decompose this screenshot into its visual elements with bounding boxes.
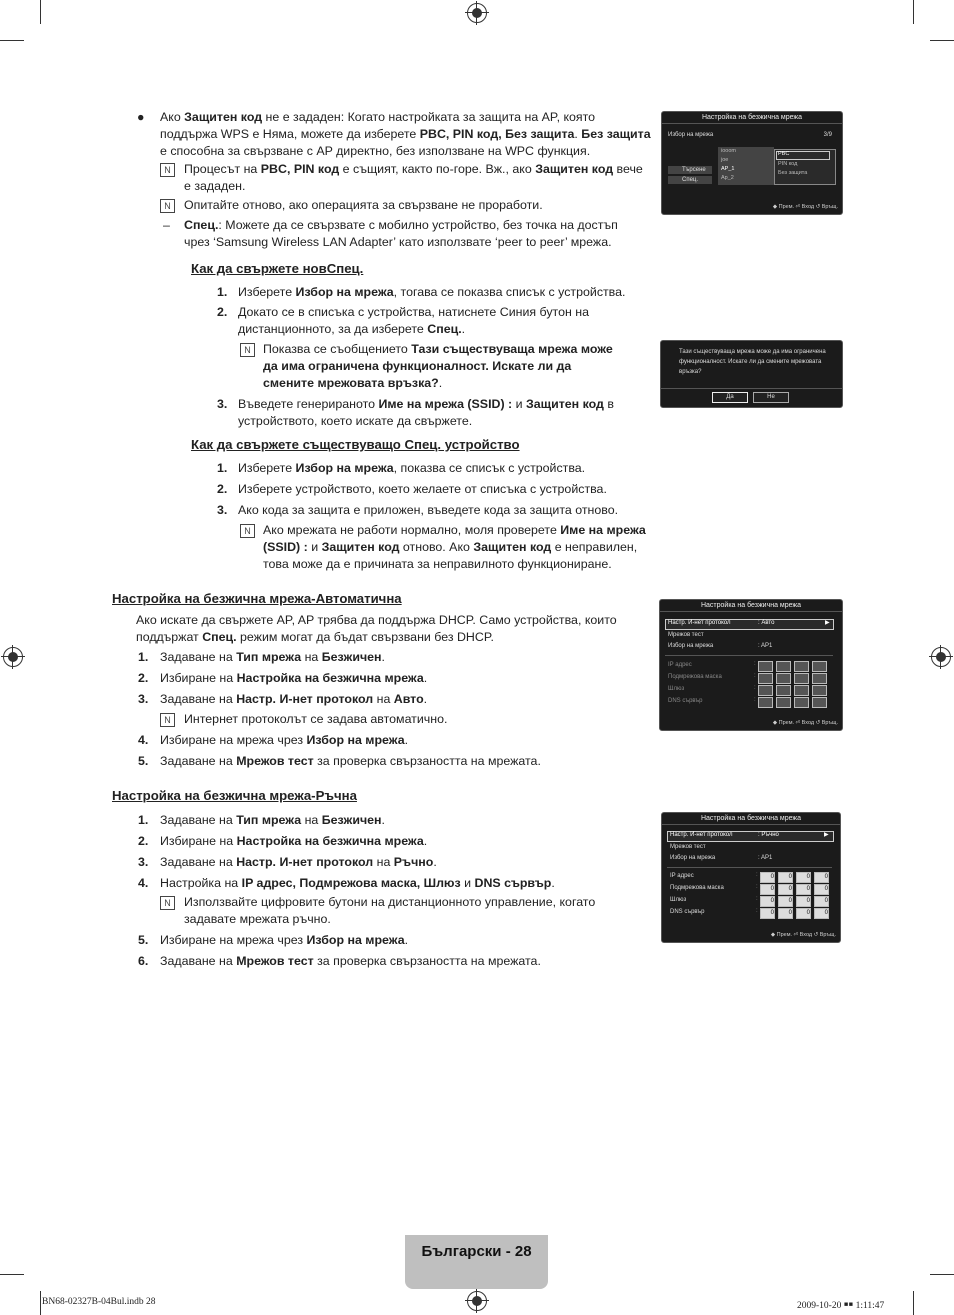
tv-ip-octet-field[interactable] <box>794 697 809 708</box>
intro-dash: Спец.: Можете да се свързвате с мобилно устройство, без точка на достъп чрез ‘Samsung Wireless LAN Adapter’ като използвате ‘peer to peer’ мрежа. <box>184 218 618 249</box>
page-number: Български - 28 <box>421 1243 532 1260</box>
tv-ip-octet-field[interactable]: 0 <box>814 872 829 883</box>
exist-step-2: Изберете устройството, което желаете от списъка с устройства. <box>238 482 607 496</box>
arrow-right-icon: ▶ <box>824 832 829 838</box>
tv-screen-auto <box>659 599 843 731</box>
manual-step-3: Задаване на Настр. И-нет протокол на Ръчно. <box>160 855 437 869</box>
tv-ip-label: DNS сървър <box>668 698 703 704</box>
tv-colon: : <box>756 884 758 890</box>
heading-auto: Настройка на безжична мрежа-Автоматична <box>112 591 402 606</box>
new-step-3: Въведете генерираното Име на мрежа (SSID) : и Защитен код в устройството, което искате да свържете. <box>238 397 614 428</box>
tv-ip-octet-field[interactable]: 0 <box>760 908 775 919</box>
tv-row-label: Мрежов тест <box>670 844 706 850</box>
tv-ip-label: Подмрежова маска <box>670 885 724 891</box>
tv-screen-confirm <box>660 340 843 408</box>
tv-ip-octet-field[interactable] <box>758 673 773 684</box>
registration-mark-icon <box>467 1291 487 1311</box>
tv-screen-manual <box>661 812 841 943</box>
tv-ip-octet-field[interactable] <box>812 661 827 672</box>
tv-colon: : <box>756 896 758 902</box>
tv-list-item: Ap_2 <box>721 175 734 181</box>
exist-step-1: Изберете Избор на мрежа, показва се списък с устройства. <box>238 461 586 475</box>
tv-row-value: : Ръчно <box>758 832 779 838</box>
tv-row-value: : AP1 <box>758 855 773 861</box>
tv-divider <box>661 388 842 389</box>
tv-row-value: : AP1 <box>758 643 773 649</box>
tv-ip-octet-field[interactable]: 0 <box>796 908 811 919</box>
auto-step-4: Избиране на мрежа чрез Избор на мрежа. <box>160 733 409 747</box>
tv-colon: : <box>756 872 758 878</box>
tv-ip-octet-field[interactable] <box>812 673 827 684</box>
tv-title: Настройка на безжична мрежа <box>660 602 842 612</box>
note-icon: N <box>160 163 175 177</box>
tv-list-item: iooom <box>721 148 736 154</box>
tv-ip-octet-field[interactable] <box>794 685 809 696</box>
tv-ip-octet-field[interactable]: 0 <box>814 884 829 895</box>
tv-ip-octet-field[interactable]: 0 <box>796 872 811 883</box>
tv-ip-octet-field[interactable]: 0 <box>778 908 793 919</box>
imprint-date: 2009-10-20 ￭￭ 1:11:47 <box>797 1301 885 1311</box>
tv-label: Избор на мрежа <box>668 132 714 138</box>
step-number: 3. <box>138 855 149 869</box>
tv-divider <box>665 655 833 656</box>
tv-ip-label: Шлюз <box>670 897 687 903</box>
tv-message: Тази съществуваща мрежа може да има ограничена функционалност. Искате ли да смените мрежовата връзка? <box>679 349 826 375</box>
registration-mark-icon <box>467 3 487 23</box>
step-number: 1. <box>138 650 149 664</box>
intro-bullet: Ако Защитен код не е зададен: Когато настройката за защита на AP, която поддържа WPS е Няма, можете да изберете PBC, PIN код, Без защита. Без защита е способна за свързване с AP директно, без използване на WPC функция. <box>160 110 651 158</box>
tv-row-label: Настр. И-нет протокол <box>670 832 733 838</box>
tv-list-item: AP_1 <box>721 166 735 172</box>
tv-ip-octet-field[interactable] <box>794 673 809 684</box>
tv-colon: : <box>754 673 756 679</box>
auto-step-3-note: Интернет протоколът се задава автоматично. <box>184 712 448 726</box>
note-icon: N <box>160 896 175 910</box>
tv-row-label: Избор на мрежа <box>668 643 714 649</box>
tv-colon: : <box>754 697 756 703</box>
exist-step-3: Ако кода за защита е приложен, въведете кода за защита отново. <box>238 503 619 517</box>
tv-option: PIN код <box>778 161 798 167</box>
step-number: 3. <box>217 397 228 411</box>
auto-step-1: Задаване на Тип мрежа на Безжичен. <box>160 650 385 664</box>
step-number: 2. <box>138 834 149 848</box>
tv-option: PBC <box>778 151 790 157</box>
manual-step-5: Избиране на мрежа чрез Избор на мрежа. <box>160 933 409 947</box>
step-number: 6. <box>138 954 149 968</box>
intro-note-1: Процесът на PBC, PIN код е същият, както по-горе. Вж., ако Защитен код вече е зададен. <box>184 162 643 193</box>
tv-ip-octet-field[interactable] <box>794 661 809 672</box>
manual-step-6: Задаване на Мрежов тест за проверка свързаността на мрежата. <box>160 954 541 968</box>
tv-colon: : <box>756 908 758 914</box>
registration-mark-icon <box>931 647 951 667</box>
tv-footer: ◆ Прем. ⏎ Вход ↺ Връщ. <box>772 204 838 210</box>
tv-left-adhoc: Спец. <box>682 177 699 183</box>
tv-ip-octet-field[interactable] <box>776 697 791 708</box>
tv-ip-label: DNS сървър <box>670 909 705 915</box>
tv-ip-octet-field[interactable]: 0 <box>778 896 793 907</box>
manual-step-1: Задаване на Тип мрежа на Безжичен. <box>160 813 385 827</box>
tv-ip-label: Подмрежова маска <box>668 674 722 680</box>
step-number: 1. <box>217 285 228 299</box>
auto-step-3: Задаване на Настр. И-нет протокол на Авто. <box>160 692 428 706</box>
tv-ip-label: Шлюз <box>668 686 685 692</box>
tv-ip-octet-field[interactable] <box>776 661 791 672</box>
crop-mark <box>40 0 41 24</box>
tv-title: Настройка на безжична мрежа <box>662 114 842 124</box>
tv-count: 3/9 <box>823 132 832 138</box>
page-number-tab <box>405 1235 548 1289</box>
new-step-1: Изберете Избор на мрежа, тогава се показва списък с устройства. <box>238 285 626 299</box>
tv-ip-octet-field[interactable] <box>758 661 773 672</box>
step-number: 4. <box>138 876 149 890</box>
exist-step-3-note: Ако мрежата не работи нормално, моля проверете Име на мрежа (SSID) : и Защитен код отново. Ако Защитен код е неправилен, това може да е причината за неправилното функциониране. <box>263 523 646 571</box>
manual-step-4-note: Използвайте цифровите бутони на дистанционното управление, когато задавате мрежата ръчно. <box>184 895 596 926</box>
step-number: 3. <box>138 692 149 706</box>
tv-ip-octet-field[interactable] <box>758 697 773 708</box>
step-number: 2. <box>217 305 228 319</box>
manual-step-4: Настройка на IP адрес, Подмрежова маска, Шлюз и DNS сървър. <box>160 876 555 890</box>
step-number: 1. <box>217 461 228 475</box>
heading-manual: Настройка на безжична мрежа-Ръчна <box>112 788 357 803</box>
tv-ip-octet-field[interactable]: 0 <box>760 896 775 907</box>
new-step-2: Докато се в списъка с устройства, натиснете Синия бутон на дистанционното, за да изберете Спец.. <box>238 305 590 336</box>
tv-footer: ◆ Прем. ⏎ Вход ↺ Връщ. <box>770 932 836 938</box>
tv-yes-button[interactable]: Да <box>712 392 748 403</box>
note-icon: N <box>160 199 175 213</box>
crop-mark <box>930 40 954 41</box>
imprint-file: BN68-02327B-04Bul.indb 28 <box>42 1297 156 1307</box>
new-step-2-note: Показва се съобщението Тази съществуваща мрежа може да има ограничена функционалност. Искате ли да смените мрежовата връзка?. <box>263 342 613 390</box>
heading-existing-adhoc: Как да свържете съществуващо Спец. устройство <box>191 437 520 452</box>
tv-option: Без защита <box>778 170 808 176</box>
tv-screen-network-select <box>661 111 843 215</box>
auto-step-5: Задаване на Мрежов тест за проверка свързаността на мрежата. <box>160 754 541 768</box>
tv-ip-octet-field[interactable] <box>812 685 827 696</box>
registration-mark-icon <box>3 647 23 667</box>
step-number: 5. <box>138 754 149 768</box>
tv-ip-octet-field[interactable]: 0 <box>778 872 793 883</box>
tv-ip-octet-field[interactable]: 0 <box>778 884 793 895</box>
heading-new-adhoc: Как да свържете новСпец. <box>191 261 364 276</box>
tv-ip-label: IP адрес <box>670 873 694 879</box>
tv-ip-octet-field[interactable]: 0 <box>796 884 811 895</box>
crop-mark <box>930 1274 954 1275</box>
tv-ip-label: IP адрес <box>668 662 692 668</box>
manual-step-2: Избиране на Настройка на безжична мрежа. <box>160 834 428 848</box>
tv-row-label: Мрежов тест <box>668 632 704 638</box>
tv-left-search: Търсене <box>682 167 706 173</box>
tv-ip-octet-field[interactable]: 0 <box>760 884 775 895</box>
tv-list-item: joe <box>721 157 729 163</box>
step-number: 3. <box>217 503 228 517</box>
crop-mark <box>913 0 914 24</box>
arrow-right-icon: ▶ <box>825 620 830 626</box>
tv-ip-octet-field[interactable]: 0 <box>814 908 829 919</box>
tv-ip-octet-field[interactable]: 0 <box>796 896 811 907</box>
tv-row-label: Настр. И-нет протокол <box>668 620 731 626</box>
crop-mark <box>913 1291 914 1315</box>
crop-mark <box>0 40 24 41</box>
note-icon: N <box>160 713 175 727</box>
tv-divider <box>667 867 832 868</box>
tv-no-button[interactable]: Не <box>753 392 789 403</box>
tv-ip-octet-field[interactable] <box>758 685 773 696</box>
intro-note-2: Опитайте отново, ако операцията за свързване не проработи. <box>184 198 543 212</box>
note-icon: N <box>240 524 255 538</box>
tv-ip-octet-field[interactable] <box>776 685 791 696</box>
step-number: 2. <box>138 671 149 685</box>
step-number: 1. <box>138 813 149 827</box>
crop-mark <box>0 1274 24 1275</box>
tv-ip-octet-field[interactable] <box>776 673 791 684</box>
tv-ip-octet-field[interactable] <box>812 697 827 708</box>
tv-footer: ◆ Прем. ⏎ Вход ↺ Връщ. <box>772 720 838 726</box>
auto-step-2: Избиране на Настройка на безжична мрежа. <box>160 671 428 685</box>
tv-title: Настройка на безжична мрежа <box>662 815 840 825</box>
tv-row-label: Избор на мрежа <box>670 855 716 861</box>
bullet-icon: ● <box>137 110 145 124</box>
tv-ip-octet-field[interactable]: 0 <box>814 896 829 907</box>
step-number: 5. <box>138 933 149 947</box>
dash-icon: – <box>163 218 170 232</box>
step-number: 4. <box>138 733 149 747</box>
auto-intro: Ако искате да свържете AP, AP трябва да поддържа DHCP. Само устройства, които поддържат Спец. режим могат да бъдат свързвани без DHCP. <box>136 613 617 644</box>
tv-ip-octet-field[interactable]: 0 <box>760 872 775 883</box>
crop-mark <box>40 1291 41 1315</box>
note-icon: N <box>240 343 255 357</box>
tv-colon: : <box>754 685 756 691</box>
tv-colon: : <box>754 661 756 667</box>
tv-row-value: : Авто <box>758 620 775 626</box>
step-number: 2. <box>217 482 228 496</box>
